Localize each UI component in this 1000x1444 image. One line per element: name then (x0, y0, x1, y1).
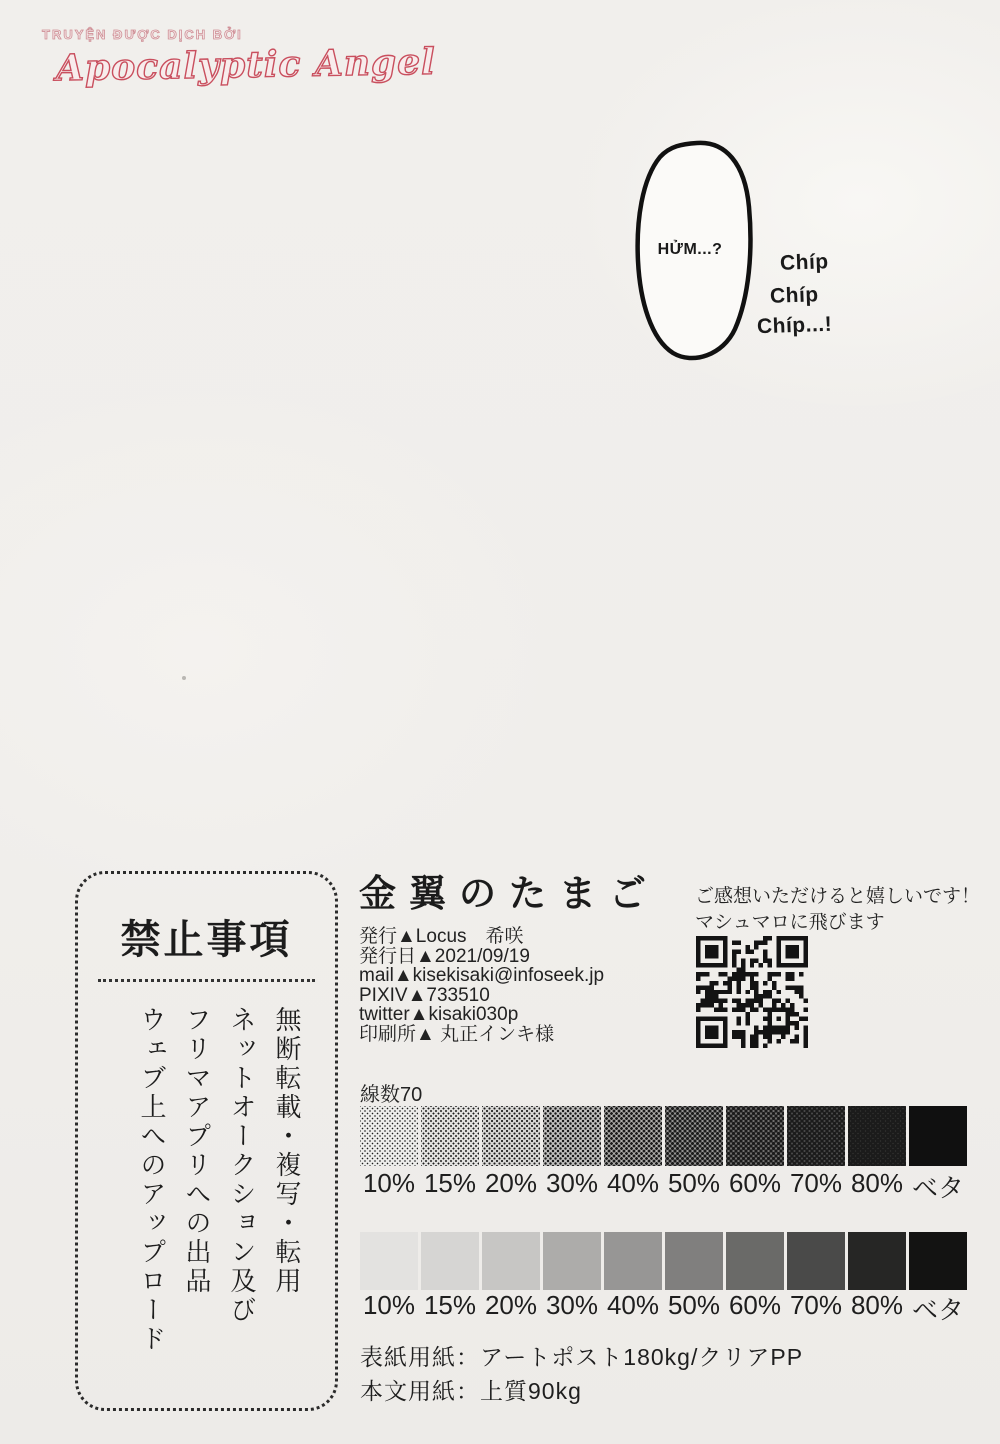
paper-spec-line: 本文用紙：上質90kg (360, 1378, 582, 1404)
tone-percent-label: ベタ (911, 1173, 964, 1203)
paper-fleck (182, 676, 186, 680)
gray-swatch (543, 1232, 601, 1290)
tone-percent-label: 60% (728, 1168, 782, 1198)
gray-swatch (421, 1232, 479, 1290)
tone-percent-label: 30% (545, 1168, 599, 1198)
qr-code (696, 936, 808, 1048)
tone-percent-label: 20% (484, 1290, 538, 1320)
gray-swatch (604, 1232, 662, 1290)
speech-bubble (631, 139, 761, 363)
book-title: 金翼のたまご (359, 874, 659, 915)
tone-percent-label: 10% (362, 1290, 416, 1320)
paper-spec-line: 表紙用紙：アートポスト180kg/クリアPP (360, 1344, 804, 1370)
halftone-swatch (909, 1106, 967, 1166)
prohibition-item: 無断転載・複写・転用 (272, 1006, 302, 1296)
gray-swatch (787, 1232, 845, 1290)
paper-specs (360, 1340, 803, 1408)
colophon-line: PIXIV▲733510 (359, 984, 490, 1006)
colophon-line: 発行日▲2021/09/19 (359, 945, 530, 967)
halftone-swatch (482, 1106, 540, 1166)
tone-percent-label: ベタ (911, 1295, 964, 1325)
prohibition-box (75, 871, 338, 1411)
halftone-row-labels (360, 1168, 967, 1205)
tone-percent-label: 20% (484, 1168, 538, 1198)
halftone-swatch (665, 1106, 723, 1166)
flat-gray-row-labels (360, 1290, 967, 1327)
gray-swatch (360, 1232, 418, 1290)
prohibition-heading: 禁止事項 (120, 918, 293, 962)
halftone-swatch (848, 1106, 906, 1166)
divider (98, 979, 315, 982)
sfx-text: Chíp...! (756, 312, 833, 339)
tone-percent-label: 50% (667, 1290, 721, 1320)
tone-percent-label: 15% (423, 1290, 477, 1320)
tone-percent-label: 30% (545, 1290, 599, 1320)
prohibition-item: フリマアプリへの出品 (182, 1006, 212, 1296)
tone-percent-label: 15% (423, 1168, 477, 1198)
colophon-line: mail▲kisekisaki@infoseek.jp (359, 965, 605, 986)
halftone-swatch (360, 1106, 418, 1166)
translator-logo: Apocalyptic Angel (55, 40, 437, 90)
feedback-line: マシュマロに飛びます (695, 912, 885, 933)
sfx-text: Chíp (769, 283, 820, 308)
tone-percent-label: 70% (789, 1168, 843, 1198)
colophon-line: 印刷所▲ 丸正インキ様 (359, 1023, 555, 1045)
speech-bubble-text: HỬM...? (657, 241, 723, 258)
halftone-row (360, 1106, 967, 1166)
prohibition-item: ネットオークション及び (227, 1006, 257, 1325)
colophon (359, 863, 659, 1044)
translator-credit (42, 27, 437, 90)
flat-gray-row (360, 1232, 967, 1290)
colophon-line: 発行▲Locus 希咲 (359, 926, 524, 947)
tone-percent-label: 70% (789, 1290, 843, 1320)
halftone-swatch (787, 1106, 845, 1166)
halftone-swatch (421, 1106, 479, 1166)
prohibition-item: ウェブ上へのアップロード (137, 1006, 167, 1354)
gray-swatch (909, 1232, 967, 1290)
prohibition-items (129, 1006, 309, 1406)
tone-percent-label: 10% (362, 1168, 416, 1198)
halftone-swatch (604, 1106, 662, 1166)
tone-percent-label: 80% (850, 1290, 904, 1320)
feedback-note (695, 884, 980, 936)
screentone-label: 線数70 (360, 1084, 423, 1106)
halftone-swatch (726, 1106, 784, 1166)
tone-percent-label: 50% (667, 1168, 721, 1198)
sfx-text: Chíp (779, 250, 830, 275)
tone-percent-label: 40% (606, 1168, 660, 1198)
tone-percent-label: 40% (606, 1290, 660, 1320)
halftone-swatch (543, 1106, 601, 1166)
colophon-line: twitter▲kisaki030p (359, 1004, 519, 1025)
gray-swatch (482, 1232, 540, 1290)
translator-credit-line: TRUYỆN ĐƯỢC DỊCH BỞI (42, 27, 243, 42)
gray-swatch (665, 1232, 723, 1290)
tone-percent-label: 80% (850, 1168, 904, 1198)
gray-swatch (726, 1232, 784, 1290)
feedback-line: ご感想いただけると嬉しいです！ (695, 886, 981, 907)
tone-percent-label: 60% (728, 1290, 782, 1320)
gray-swatch (848, 1232, 906, 1290)
colophon-lines (359, 927, 659, 1044)
